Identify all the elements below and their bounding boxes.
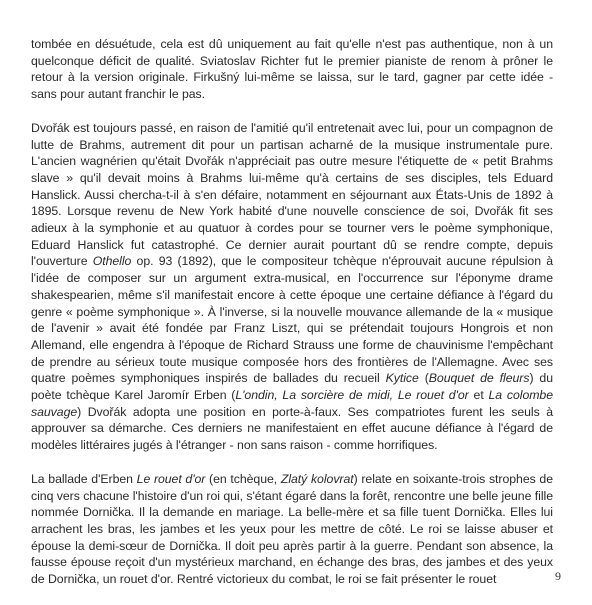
work-title-bouquet: Bouquet de fleurs [428,371,530,386]
paragraph-2-text: et [468,388,489,403]
paragraph-2-text: ) Dvořák adopta une position en porte-à-faux. Ses compatriotes furent les seuls à approuver sa démarche. Ces derniers ne manifestaient en effet aucune défiance à l'égard de modèles littéraires jugés à l'étranger - non sans raison - comme horrifiques. [31,404,553,453]
paragraph-1-text: tombée en désuétude, cela est dû uniquement au fait qu'elle n'est pas authentique, non à un quelconque déficit de qualité. Sviatoslav Richter fut le premier pianiste de renom à prôner le retour à la version originale. Firkušný lui-même se laissa, sur le tard, gagner par cette idée - sans pour autant franchir le pas. [31,37,553,102]
paragraph-3-text: ) relate en soixante-trois strophes de cinq vers chacune l'histoire d'un roi qui, s'étant égaré dans la forêt, rencontre une belle jeune fille nommée Dornička. Il la demande en mariage. La belle-mère et sa fille tuent Dornička. Elles lui arrachent les bras, les jambes et les yeux pour les mettre de côté. Le roi se laisse abuser et épouse la demi-sœur de Dornička. Il doit peu après partir à la guerre. Pendant son absence, la fausse épouse reçoit d'un mystérieux marchand, en échange des bras, des jambes et des yeux de Dornička, un rouet d'or. Rentré victorieux du combat, le roi se fait présenter le rouet [31,471,554,587]
paragraph-2 [31,120,553,454]
paragraph-1 [31,36,553,103]
paragraph-3 [31,471,553,588]
paragraph-2-text: ) du poète tchèque Karel Jaromír Erben ( [31,371,553,403]
work-title-colombe: La colombe sauvage [31,388,554,419]
page-number: 9 [555,569,561,583]
work-title-kolovrat: Zlatý kolovrat [280,471,354,486]
work-title-kytice: Kytice [385,371,419,386]
paragraph-2-text: ( [418,371,429,386]
work-title-othello: Othello [92,254,132,269]
document-page [31,36,553,605]
paragraph-2-text: Dvořák est toujours passé, en raison de l'amitié qu'il entretenait avec lui, pour un compagnon de lutte de Brahms, autrement dit pour un partisan acharné de la musique instrumentale pure. L'ancien wagnérien qu'était Dvořák n'appréciait pas outre mesure l'étiquette de « petit Brahms slave » qu'il devait moins à Brahms lui-même qu'à certains de ses disciples, tels Eduard Hanslick. Aussi chercha-t-il à s'en défaire, notamment en séjournant aux États-Unis de 1892 à 1895. Lorsque revenu de New York habité d'une nouvelle conscience de soi, Dvořák fit ses adieux à la symphonie et au quatuor à cordes pour se tourner vers le poème symphonique, Eduard Hanslick fut catastrophé. Ce dernier aurait pourtant dû se rendre compte, depuis l'ouverture [31,120,553,269]
work-titles-poems: L'ondin, La sorcière de midi, Le rouet d'or [235,388,469,403]
paragraph-2-text: op. 93 (1892), que le compositeur tchèque n'éprouvait aucune répulsion à l'idée de composer sur un argument extra-musical, en l'occurrence sur l'éponyme drame shakespearien, même s'il manifestait encore à cette époque une certaine défiance à l'égard du genre « poème symphonique ». À l'inverse, si la nouvelle mouvance allemande de la « musique de l'avenir » avait été fondée par Franz Liszt, qui se prétendait toujours Hongrois et non Allemand, elle engendra à l'époque de Richard Strauss une forme de chauvinisme l'empêchant de prendre au sérieux toute musique composée hors des frontières de l'Allemagne. Avec ses quatre poèmes symphoniques inspirés de ballades du recueil [31,254,553,386]
paragraph-3-text: La ballade d'Erben [31,471,137,486]
work-title-rouet: Le rouet d'or [136,471,206,486]
paragraph-3-text: (en tchèque, [205,471,281,486]
